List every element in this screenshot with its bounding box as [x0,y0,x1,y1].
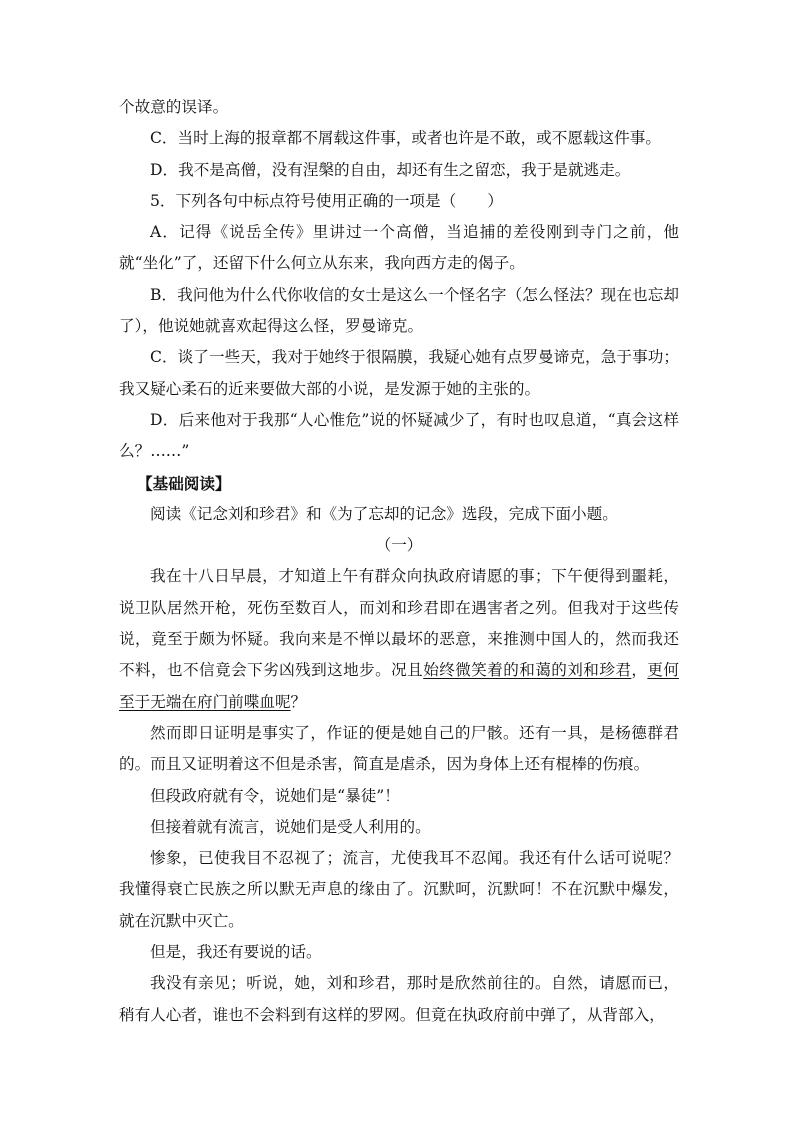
option-c [119,123,679,154]
text-line: 然而即日证明是事实了，作证的便是她自己的尸骸。还有一具，是杨德群君的。而且又证明着这不但是杀害，简直是虐杀，因为身体上还有棍棒的伤痕。 [119,723,679,774]
underlined-phrase: 始终微笑着的和蔼的刘和珍君 [423,661,632,680]
option-d [119,405,679,468]
passage-paragraph [119,718,679,781]
text-line: B．我问他为什么代你收信的女士是这么一个怪名字（怎么怪法？现在也忘却了），他说她就喜欢起得这么怪，罗曼谛克。 [119,285,679,336]
reading-instruction [119,499,679,530]
text-line: 但接着就有流言，说她们是受人利用的。 [150,817,431,836]
text-line: 我没有亲见；听说，她，刘和珍君，那时是欣然前往的。自然，请愿而已，稍有人心者，谁也不会料到有这样的罗网。但竟在执政府前中弹了，从背部入， [119,974,679,1024]
option-c [119,342,679,405]
passage-paragraph [119,937,679,968]
text-line: D．后来他对于我那“人心惟危”说的怀疑减少了，有时也叹息道，“真会这样么？……” [119,410,679,461]
text-line: 惨象，已使我目不忍视了；流言，尤使我耳不忍闻。我还有什么话可说呢？我懂得衰亡民族之所以默无声息的缘由了。沉默呵，沉默呵！不在沉默中爆发，就在沉默中灭亡。 [119,849,679,930]
option-a [119,217,679,280]
section-heading [119,468,679,499]
passage-label: （一） [375,536,423,555]
text-line: C．当时上海的报章都不屑载这件事，或者也许是不敢，或不愿载这件事。 [150,129,661,148]
passage-number [119,530,679,561]
text-line: 但段政府就有令，说她们是“暴徒”！ [150,786,400,805]
text-line: 我在十八日早晨，才知道上午有群众向执政府请愿的事；下午便得到噩耗，说卫队居然开枪，死伤至数百人，而刘和珍君即在遇害者之列。但我对于这些传说，竟至于颇为怀疑。我向来是不惮以最坏的恶意，来推测中国人的，然而我还不料，也不信竟会下劣凶残到这地步。况且 [119,567,679,680]
question-5 [119,186,679,217]
option-b [119,280,679,343]
text-line: 5．下列各句中标点符号使用正确的一项是（ ） [150,191,503,210]
text-line: 阅读《记念刘和珍君》和《为了忘却的记念》选段，完成下面小题。 [150,504,618,523]
passage-paragraph [119,561,679,717]
text-line: D．我不是高僧，没有涅槃的自由，却还有生之留恋，我于是就逃走。 [150,160,631,179]
passage-paragraph [119,812,679,843]
text-line: A．记得《说岳全传》里讲过一个高僧，当追捕的差役刚到寺门之前，他就“坐化”了，还留下什么何立从东来，我向西方走的偈子。 [119,223,679,273]
underlined-phrase: 更何至于无端在府门前喋血呢 [119,661,679,711]
text-line: C．谈了一些天，我对于她终于很隔膜，我疑心她有点罗曼谛克，急于事功；我又疑心柔石的近来要做大部的小说，是发源于她的主张的。 [119,348,679,398]
passage-paragraph [119,781,679,812]
section-title: 【基础阅读】 [137,473,231,493]
text-line: 个故意的误译。 [119,98,229,116]
punctuation: ， [631,661,648,680]
text-line: 但是，我还有要说的话。 [150,943,322,962]
punctuation: ？ [290,692,307,711]
option-d [119,155,679,186]
passage-paragraph [119,968,679,1031]
document-body [119,92,679,1031]
paragraph-continuation [119,92,679,123]
passage-paragraph [119,843,679,937]
